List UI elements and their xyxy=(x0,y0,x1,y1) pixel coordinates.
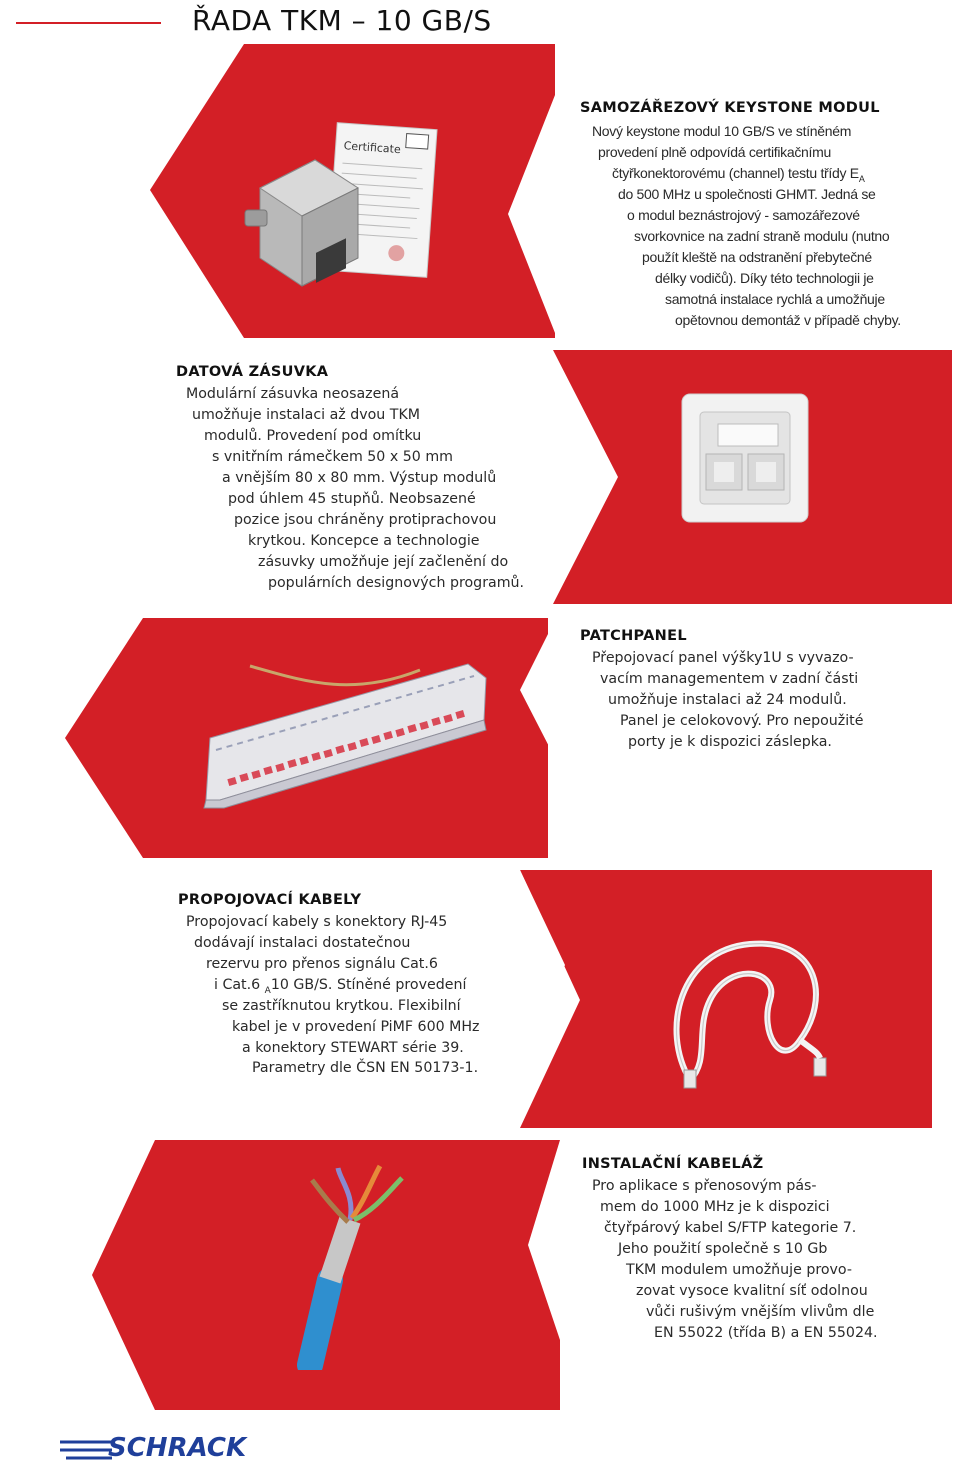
cables-line-7: a konektory STEWART série 39. xyxy=(242,1040,464,1056)
installation-line-1: Pro aplikace s přenosovým pás- xyxy=(592,1178,817,1194)
patchpanel-line-5: porty je k dispozici záslepka. xyxy=(628,734,832,750)
keystone-photo xyxy=(240,118,440,298)
socket-line-6: pod úhlem 45 stupňů. Neobsazené xyxy=(228,491,476,507)
keystone-line-5: o modul beznástrojový - samozářezové xyxy=(627,207,860,223)
cables-line-6: kabel je v provedení PiMF 600 MHz xyxy=(232,1019,480,1035)
patchpanel-line-4: Panel je celokovový. Pro nepoužité xyxy=(620,713,864,729)
keystone-line-10: opětovnou demontáž v případě chyby. xyxy=(675,312,901,328)
patchpanel-line-1: Přepojovací panel výšky1U s vyvazo- xyxy=(592,650,854,666)
cables-line-2: dodávají instalaci dostatečnou xyxy=(194,935,411,951)
keystone-line-4: do 500 MHz u společnosti GHMT. Jedná se xyxy=(618,186,876,202)
schrack-logo xyxy=(60,1428,260,1468)
installation-line-2: mem do 1000 MHz je k dispozici xyxy=(600,1199,830,1215)
installation-line-7: vůči rušivým vnějším vlivům dle xyxy=(646,1304,875,1320)
socket-line-4: s vnitřním rámečkem 50 x 50 mm xyxy=(212,449,453,465)
cables-photo xyxy=(650,930,840,1090)
keystone-line-3: čtyřkonektorovému (channel) testu třídy $E_A$ xyxy=(612,165,865,184)
patchpanel-line-2: vacím managementem v zadní části xyxy=(600,671,859,687)
cables-line-5: se zastříknutou krytkou. Flexibilní xyxy=(222,998,461,1014)
socket-line-8: krytkou. Koncepce a technologie xyxy=(248,533,480,549)
patchpanel-photo xyxy=(180,650,500,810)
cables-line-8: Parametry dle ČSN EN 50173-1. xyxy=(252,1060,479,1076)
socket-line-3: modulů. Provedení pod omítku xyxy=(204,428,422,444)
installation-line-8: EN 55022 (třída B) a EN 55024. xyxy=(654,1325,878,1341)
logo-wordmark: SCHRACK xyxy=(108,1433,247,1463)
keystone-line-1: Nový keystone modul 10 GB/S ve stíněném xyxy=(592,123,852,139)
socket-photo xyxy=(678,388,812,528)
keystone-line-6: svorkovnice na zadní straně modulu (nutno xyxy=(634,228,890,244)
socket-line-9: zásuvky umožňuje její začlenění do xyxy=(258,554,509,570)
page-title: ŘADA TKM – 10 GB/S xyxy=(192,4,492,37)
cables-heading: PROPOJOVACÍ KABELY xyxy=(178,892,362,908)
installation-line-4: Jeho použití společně s 10 Gb xyxy=(618,1241,828,1257)
installation-line-5: TKM modulem umožňuje provo- xyxy=(626,1262,852,1278)
keystone-heading: SAMOZÁŘEZOVÝ KEYSTONE MODUL xyxy=(580,100,880,116)
socket-line-10: populárních designových programů. xyxy=(268,575,525,591)
socket-line-2: umožňuje instalaci až dvou TKM xyxy=(192,407,421,423)
cables-line-4: i Cat.6 $_A$10 GB/S. Stíněné provedení xyxy=(214,977,467,996)
keystone-line-8: délky vodičů). Díky této technologii je xyxy=(655,270,874,286)
installation-line-3: čtyřpárový kabel S/FTP kategorie 7. xyxy=(604,1220,857,1236)
socket-heading: DATOVÁ ZÁSUVKA xyxy=(176,364,329,380)
socket-line-5: a vnějším 80 x 80 mm. Výstup modulů xyxy=(222,470,497,486)
keystone-line-9: samotná instalace rychlá a umožňuje xyxy=(665,291,885,307)
certificate-label: Certificate xyxy=(343,139,402,157)
installation-cable-photo xyxy=(280,1160,420,1370)
installation-heading: INSTALAČNÍ KABELÁŽ xyxy=(582,1156,764,1172)
socket-line-7: pozice jsou chráněny protiprachovou xyxy=(234,512,497,528)
patchpanel-line-3: umožňuje instalaci až 24 modulů. xyxy=(608,692,847,708)
keystone-line-2: provedení plně odpovídá certifikačnímu xyxy=(598,144,831,160)
installation-line-6: zovat vysoce kvalitní síť odolnou xyxy=(636,1283,868,1299)
patchpanel-heading: PATCHPANEL xyxy=(580,628,687,644)
socket-line-1: Modulární zásuvka neosazená xyxy=(186,386,400,402)
cables-line-3: rezervu pro přenos signálu Cat.6 xyxy=(206,956,438,972)
keystone-line-7: použít kleště na odstranění přebytečné xyxy=(642,249,872,265)
cables-line-1: Propojovací kabely s konektory RJ-45 xyxy=(186,914,448,930)
